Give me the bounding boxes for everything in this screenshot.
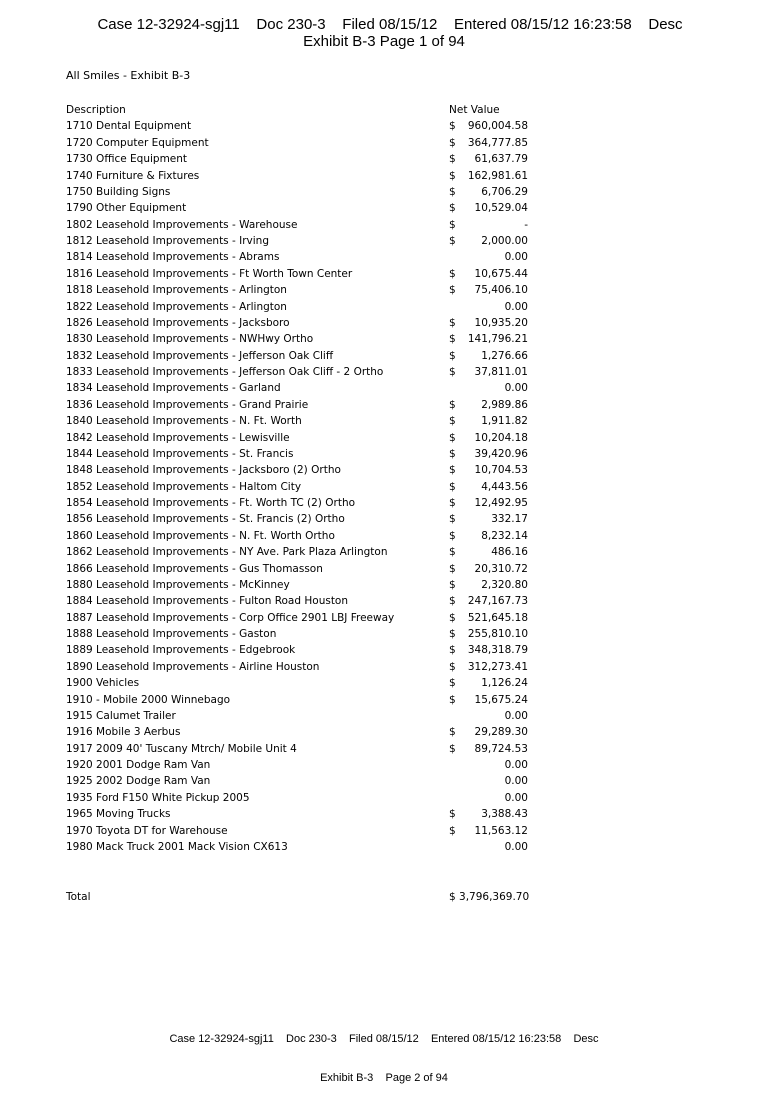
- row-description: 1915 Calumet Trailer: [66, 709, 176, 722]
- table-row: [66, 544, 536, 560]
- total-label: Total: [66, 891, 91, 903]
- row-currency: $: [449, 578, 456, 591]
- table-row: [66, 708, 536, 724]
- table-row: [66, 348, 536, 364]
- row-description: 1834 Leasehold Improvements - Garland: [66, 382, 281, 395]
- case-header-line2: Exhibit B-3 Page 1 of 94: [303, 33, 465, 50]
- row-net-value: 29,289.30: [474, 726, 528, 739]
- row-net-value: 0.00: [504, 709, 528, 722]
- row-description: 1900 Vehicles: [66, 677, 140, 690]
- table-row: [66, 773, 536, 789]
- table-row: [66, 118, 536, 134]
- row-currency: $: [449, 218, 456, 231]
- row-description: 1917 2009 40' Tuscany Mtrch/ Mobile Unit 4: [66, 742, 297, 755]
- case-header-line1: Case 12-32924-sgj11 Doc 230-3 Filed 08/15/12 Entered 08/15/12 16:23:58 Desc: [97, 16, 683, 33]
- row-description: 1980 Mack Truck 2001 Mack Vision CX613: [66, 840, 288, 853]
- row-description: 1866 Leasehold Improvements - Gus Thomasson: [66, 562, 323, 575]
- row-currency: $: [449, 153, 456, 166]
- table-row: [66, 823, 536, 839]
- row-net-value: 521,645.18: [467, 611, 528, 624]
- row-description: 1970 Toyota DT for Warehouse: [66, 824, 228, 837]
- table-row: [66, 495, 536, 511]
- table-row: [66, 479, 536, 495]
- row-description: 1916 Mobile 3 Aerbus: [66, 726, 181, 739]
- table-row: [66, 184, 536, 200]
- row-net-value: 2,000.00: [481, 235, 528, 247]
- row-description: 1854 Leasehold Improvements - Ft. Worth TC (2) Ortho: [66, 497, 356, 509]
- row-net-value: 332.17: [491, 513, 528, 526]
- document-title: All Smiles - Exhibit B-3: [66, 69, 191, 82]
- row-net-value: 37,811.01: [474, 366, 528, 378]
- row-description: 1910 - Mobile 2000 Winnebago: [66, 693, 231, 706]
- table-row: [66, 724, 536, 740]
- row-currency: $: [449, 546, 456, 559]
- row-description: 1740 Furniture & Fixtures: [66, 169, 200, 182]
- row-currency: $: [449, 480, 456, 493]
- row-net-value: 10,704.53: [474, 464, 528, 477]
- row-net-value: 10,529.04: [474, 202, 528, 215]
- row-currency: $: [449, 447, 456, 460]
- row-description: 1836 Leasehold Improvements - Grand Prairie: [66, 398, 309, 411]
- row-net-value: 364,777.85: [467, 136, 528, 149]
- footer-line2: Exhibit B-3 Page 2 of 94: [320, 1072, 448, 1084]
- table-row: [66, 675, 536, 691]
- table-row: [66, 511, 536, 527]
- row-description: 1812 Leasehold Improvements - Irving: [66, 235, 269, 247]
- row-currency: $: [449, 398, 456, 411]
- row-currency: $: [449, 316, 456, 329]
- table-row: [66, 528, 536, 544]
- row-net-value: 247,167.73: [467, 595, 528, 608]
- row-description: 1730 Office Equipment: [66, 153, 188, 166]
- row-description: 1833 Leasehold Improvements - Jefferson Oak Cliff - 2 Ortho: [66, 366, 384, 378]
- table-row: [66, 561, 536, 577]
- row-net-value: 486.16: [491, 546, 528, 559]
- row-net-value: 3,388.43: [481, 808, 528, 821]
- table-row: [66, 413, 536, 429]
- asset-table: [66, 102, 536, 855]
- row-net-value: 4,443.56: [481, 480, 528, 493]
- row-net-value: 141,796.21: [467, 333, 528, 346]
- table-row: [66, 299, 536, 315]
- row-currency: $: [449, 742, 456, 755]
- row-net-value: 1,276.66: [481, 349, 528, 362]
- row-description: 1710 Dental Equipment: [66, 120, 192, 133]
- row-description: 1822 Leasehold Improvements - Arlington: [66, 300, 287, 313]
- row-description: 1720 Computer Equipment: [66, 136, 209, 149]
- row-net-value: 10,935.20: [474, 316, 528, 329]
- total-value: $ 3,796,369.70: [449, 891, 530, 903]
- row-description: 1852 Leasehold Improvements - Haltom City: [66, 480, 302, 493]
- table-row: [66, 577, 536, 593]
- row-net-value: 0.00: [504, 382, 528, 395]
- row-net-value: 2,320.80: [481, 578, 528, 591]
- row-description: 1830 Leasehold Improvements - NWHwy Ortho: [66, 333, 314, 346]
- row-currency: $: [449, 202, 456, 215]
- table-row: [66, 380, 536, 396]
- row-currency: $: [449, 562, 456, 575]
- row-net-value: 348,318.79: [467, 644, 528, 657]
- row-description: 1862 Leasehold Improvements - NY Ave. Park Plaza Arlington: [66, 546, 388, 559]
- row-description: 1832 Leasehold Improvements - Jefferson Oak Cliff: [66, 349, 334, 362]
- row-net-value: 0.00: [504, 791, 528, 804]
- row-description: 1856 Leasehold Improvements - St. Francis (2) Ortho: [66, 513, 345, 526]
- row-currency: $: [449, 529, 456, 542]
- total-row: [66, 889, 536, 905]
- row-currency: $: [449, 611, 456, 624]
- row-currency: $: [449, 349, 456, 362]
- table-row: [66, 266, 536, 282]
- table-row: [66, 610, 536, 626]
- row-net-value: 89,724.53: [474, 742, 528, 755]
- row-currency: $: [449, 595, 456, 608]
- table-body: [66, 118, 536, 855]
- table-row: [66, 364, 536, 380]
- table-row: [66, 642, 536, 658]
- row-description: 1814 Leasehold Improvements - Abrams: [66, 251, 280, 264]
- row-net-value: 12,492.95: [474, 497, 528, 509]
- row-net-value: 0.00: [504, 775, 528, 788]
- table-row: [66, 249, 536, 265]
- row-currency: $: [449, 660, 456, 673]
- table-row: [66, 168, 536, 184]
- row-net-value: 960,004.58: [467, 120, 528, 133]
- table-row: [66, 217, 536, 233]
- row-net-value: 39,420.96: [474, 447, 528, 460]
- row-currency: $: [449, 120, 456, 133]
- row-description: 1816 Leasehold Improvements - Ft Worth Town Center: [66, 267, 353, 280]
- table-row: [66, 151, 536, 167]
- row-currency: $: [449, 284, 456, 297]
- row-net-value: 10,675.44: [474, 267, 528, 280]
- table-row: [66, 806, 536, 822]
- row-currency: $: [449, 513, 456, 526]
- table-row: [66, 462, 536, 478]
- row-net-value: 61,637.79: [474, 153, 528, 166]
- row-description: 1848 Leasehold Improvements - Jacksboro (2) Ortho: [66, 464, 341, 477]
- row-currency: $: [449, 235, 456, 247]
- table-row: [66, 741, 536, 757]
- row-net-value: 255,810.10: [467, 628, 528, 640]
- table-row: [66, 446, 536, 462]
- table-row: [66, 430, 536, 446]
- row-net-value: 0.00: [504, 251, 528, 264]
- row-currency: $: [449, 333, 456, 346]
- table-row: [66, 233, 536, 249]
- table-header-row: [66, 102, 536, 118]
- row-currency: $: [449, 677, 456, 690]
- row-currency: $: [449, 628, 456, 640]
- row-net-value: 75,406.10: [474, 284, 528, 297]
- table-row: [66, 692, 536, 708]
- row-currency: $: [449, 366, 456, 378]
- row-description: 1844 Leasehold Improvements - St. Francis: [66, 447, 294, 460]
- row-net-value: -: [524, 218, 528, 231]
- row-net-value: 1,911.82: [481, 415, 528, 428]
- row-currency: $: [449, 169, 456, 182]
- table-row: [66, 282, 536, 298]
- row-currency: $: [449, 808, 456, 821]
- row-description: 1842 Leasehold Improvements - Lewisville: [66, 431, 290, 444]
- row-net-value: 312,273.41: [467, 660, 528, 673]
- row-net-value: 0.00: [504, 300, 528, 313]
- table-row: [66, 135, 536, 151]
- row-net-value: 0.00: [504, 840, 528, 853]
- row-currency: $: [449, 497, 456, 509]
- row-currency: $: [449, 267, 456, 280]
- row-description: 1860 Leasehold Improvements - N. Ft. Worth Ortho: [66, 529, 335, 542]
- row-description: 1889 Leasehold Improvements - Edgebrook: [66, 644, 296, 657]
- row-description: 1888 Leasehold Improvements - Gaston: [66, 628, 277, 640]
- row-description: 1890 Leasehold Improvements - Airline Houston: [66, 660, 320, 673]
- table-row: [66, 839, 536, 855]
- table-row: [66, 331, 536, 347]
- row-description: 1884 Leasehold Improvements - Fulton Road Houston: [66, 595, 349, 608]
- row-description: 1826 Leasehold Improvements - Jacksboro: [66, 316, 290, 329]
- row-currency: $: [449, 464, 456, 477]
- page-footer: [0, 1007, 768, 1098]
- table-row: [66, 593, 536, 609]
- row-currency: $: [449, 185, 456, 198]
- column-header-description: Description: [66, 104, 126, 116]
- row-description: 1840 Leasehold Improvements - N. Ft. Worth: [66, 415, 302, 428]
- row-currency: $: [449, 644, 456, 657]
- row-net-value: 15,675.24: [474, 693, 528, 706]
- row-description: 1880 Leasehold Improvements - McKinney: [66, 578, 290, 591]
- column-header-net-value: Net Value: [449, 104, 500, 116]
- row-net-value: 1,126.24: [481, 677, 528, 690]
- case-header: [0, 16, 768, 50]
- row-net-value: 6,706.29: [481, 185, 528, 198]
- table-row: [66, 626, 536, 642]
- row-net-value: 0.00: [504, 759, 528, 771]
- table-row: [66, 315, 536, 331]
- row-description: 1818 Leasehold Improvements - Arlington: [66, 284, 287, 297]
- row-currency: $: [449, 824, 456, 837]
- footer-line1: Case 12-32924-sgj11 Doc 230-3 Filed 08/15/12 Entered 08/15/12 16:23:58 Desc: [169, 1033, 599, 1045]
- row-description: 1965 Moving Trucks: [66, 808, 171, 821]
- row-net-value: 2,989.86: [481, 398, 528, 411]
- table-row: [66, 790, 536, 806]
- table-row: [66, 200, 536, 216]
- row-net-value: 20,310.72: [474, 562, 528, 575]
- row-currency: $: [449, 431, 456, 444]
- row-currency: $: [449, 415, 456, 428]
- row-description: 1802 Leasehold Improvements - Warehouse: [66, 218, 298, 231]
- table-row: [66, 397, 536, 413]
- row-description: 1790 Other Equipment: [66, 202, 187, 215]
- table-row: [66, 757, 536, 773]
- row-description: 1935 Ford F150 White Pickup 2005: [66, 791, 250, 804]
- row-description: 1887 Leasehold Improvements - Corp Office 2901 LBJ Freeway: [66, 611, 395, 624]
- row-currency: $: [449, 726, 456, 739]
- row-description: 1925 2002 Dodge Ram Van: [66, 775, 211, 788]
- row-net-value: 8,232.14: [481, 529, 528, 542]
- row-net-value: 11,563.12: [474, 824, 528, 837]
- table-row: [66, 659, 536, 675]
- row-description: 1920 2001 Dodge Ram Van: [66, 759, 211, 771]
- row-description: 1750 Building Signs: [66, 185, 171, 198]
- row-net-value: 10,204.18: [474, 431, 528, 444]
- row-net-value: 162,981.61: [467, 169, 528, 182]
- row-currency: $: [449, 693, 456, 706]
- row-currency: $: [449, 136, 456, 149]
